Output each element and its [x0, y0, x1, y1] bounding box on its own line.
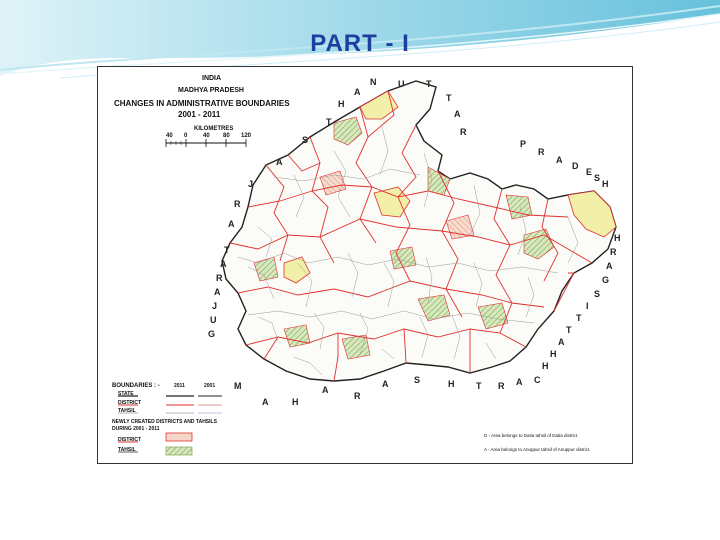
state-letter: R — [216, 273, 223, 283]
state-letter: A — [276, 157, 283, 167]
state-letter: H — [550, 349, 557, 359]
state-letter: R — [354, 391, 361, 401]
state-letter: C — [534, 375, 541, 385]
legend-new-heading: NEWLY CREATED DISTRICTS AND TAHSILS — [112, 419, 217, 425]
state-letter: U — [210, 315, 217, 325]
state-letter: G — [602, 275, 610, 285]
state-letter: A — [354, 87, 361, 97]
state-letter: H — [292, 397, 299, 407]
scale-bar — [166, 139, 246, 147]
neighbour-maharashtra — [234, 375, 523, 407]
state-letter: I — [586, 301, 589, 311]
legend-row-tahsil: TAHSIL — [118, 408, 136, 414]
state-letter: T — [566, 325, 572, 335]
scale-tick: 40 — [203, 133, 210, 139]
state-letter: A — [556, 155, 563, 165]
state-letter: S — [594, 173, 601, 183]
note-anuppur: A - Area belongs to Anuppur tahsil of Anuppur district. — [484, 447, 591, 452]
state-letter: A — [454, 109, 461, 119]
state-letter: R — [538, 147, 545, 157]
legend-new-tahsil-swatch — [166, 447, 192, 455]
state-boundary — [222, 81, 616, 381]
state-letter: G — [208, 329, 216, 339]
state-letter: E — [586, 167, 593, 177]
state-letter: A — [606, 261, 613, 271]
scale-tick: 40 — [166, 133, 173, 139]
map-title-years: 2001 - 2011 — [178, 110, 221, 119]
state-letter: D — [572, 161, 579, 171]
map-canvas — [98, 67, 634, 465]
state-letter: M — [234, 381, 242, 391]
map-title-country: INDIA — [202, 75, 222, 82]
scale-tick: 0 — [184, 133, 188, 139]
state-letter: A — [558, 337, 565, 347]
state-letter: A — [228, 219, 235, 229]
note-datia: D - Area belongs to Datia tahsil of Datia district. — [484, 433, 579, 438]
state-letter: J — [248, 179, 254, 189]
scale-unit: KILOMETRES — [194, 126, 234, 132]
state-letter: T — [224, 245, 230, 255]
state-letter: H — [602, 179, 609, 189]
state-letter: R — [460, 127, 467, 137]
legend-row-district: DISTRICT — [118, 400, 142, 406]
state-letter: T — [446, 93, 452, 103]
state-letter: T — [426, 79, 432, 89]
state-letter: A — [516, 377, 523, 387]
scale-tick: 120 — [241, 133, 252, 139]
state-letter: H — [448, 379, 455, 389]
legend-new-district: DISTRICT — [118, 437, 142, 443]
slide-title: PART - I — [310, 30, 410, 57]
state-letter: R — [498, 381, 505, 391]
state-letter: J — [212, 301, 218, 311]
legend-new-heading-years: DURING 2001 - 2011 — [112, 426, 160, 432]
legend-row-state: STATE — [118, 391, 134, 397]
legend-new-district-swatch — [166, 433, 192, 441]
legend-heading: BOUNDARIES : - — [112, 383, 160, 389]
legend-new-tahsil: TAHSIL — [118, 447, 136, 453]
state-letter: S — [302, 135, 309, 145]
state-letter: U — [398, 79, 405, 89]
state-letter: S — [594, 289, 601, 299]
state-letter: A — [220, 259, 227, 269]
state-letter: R — [234, 199, 241, 209]
scale-tick: 80 — [223, 133, 230, 139]
state-letter: H — [338, 99, 345, 109]
state-letter: A — [322, 385, 329, 395]
map-figure — [97, 66, 633, 464]
state-letter: S — [414, 375, 421, 385]
new-area — [390, 247, 416, 269]
state-letter: R — [610, 247, 617, 257]
state-letter: A — [214, 287, 221, 297]
state-letter: P — [520, 139, 527, 149]
state-letter: T — [576, 313, 582, 323]
map-title-state: MADHYA PRADESH — [178, 87, 244, 94]
state-letter: H — [542, 361, 549, 371]
state-letter: H — [614, 233, 621, 243]
legend-col-2001: 2001 — [204, 383, 216, 389]
state-letter: N — [370, 77, 377, 87]
state-letter: A — [382, 379, 389, 389]
state-letter: T — [326, 117, 332, 127]
state-letter: A — [262, 397, 269, 407]
map-title-main: CHANGES IN ADMINISTRATIVE BOUNDARIES — [114, 99, 290, 108]
legend-col-2011: 2011 — [174, 383, 185, 389]
state-letter: T — [476, 381, 482, 391]
